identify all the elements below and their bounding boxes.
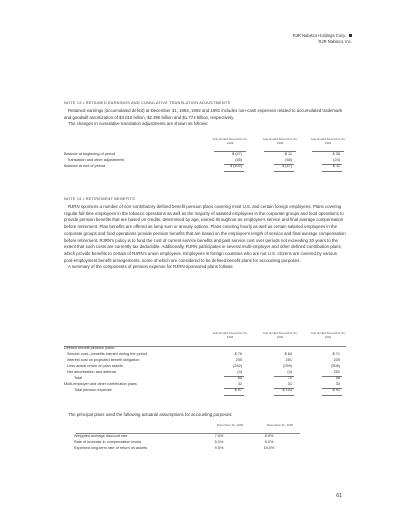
row-label: Interest cost on projected benefit obligation [67, 358, 140, 362]
note13-body [64, 108, 346, 128]
cell-value: 56 [335, 376, 340, 380]
note14-heading: NOTE 14 • RETIREMENT BENEFITS [64, 196, 135, 201]
total-rule [274, 395, 294, 396]
row-label: Expected long-term rate of return on assets [74, 446, 148, 450]
assumptions-intro [64, 412, 346, 419]
cell-value: $ 35 [332, 152, 340, 156]
page-header [293, 33, 352, 44]
cell-value: 5.0% [214, 440, 224, 444]
actuarial-assumptions-table [64, 424, 346, 460]
cell-value: (4) [237, 370, 242, 374]
table-row [64, 446, 346, 452]
translation-adjustments-table [64, 138, 346, 186]
pension-expense-table [64, 332, 346, 404]
note14-paragraph-2: A summary of the components of pension expense for RJRN-sponsored plans follows: [68, 264, 234, 270]
cell-value: 65 [237, 376, 242, 380]
table-row [64, 364, 346, 370]
cell-value: $ 11 [332, 164, 340, 168]
cell-value: (262) [233, 364, 242, 368]
table-row [64, 434, 346, 440]
row-label: Service cost—benefits earned during the period [67, 352, 148, 356]
cell-value: $ (47) [232, 152, 242, 156]
total-rule [224, 395, 244, 396]
cell-value: 252 [333, 370, 340, 374]
table-section-label [64, 346, 346, 352]
cell-value: $ 91 [332, 388, 340, 392]
cell-value: 31 [287, 382, 292, 386]
row-label: Less actual return on plan assets [67, 364, 123, 368]
cell-value: $ 84 [284, 352, 292, 356]
cell-value: (24) [333, 158, 340, 162]
column-header: December 31, 1993 [216, 423, 244, 427]
table-row [64, 358, 346, 364]
row-label: Balance at beginning of period [64, 152, 116, 156]
row-label: Multi-employer and other contribution plans [64, 382, 137, 386]
column-header: Year Ended December 31, 1992 [262, 137, 298, 145]
row-label: Net amortization and deferral [67, 370, 116, 374]
table-row [64, 440, 346, 446]
cell-value: 239 [333, 358, 340, 362]
column-header: Year Ended December 31, 1993 [212, 331, 248, 339]
cell-value: (55) [235, 158, 242, 162]
table-row [64, 164, 346, 170]
cell-value: (506) [331, 364, 340, 368]
column-header: December 31, 1992 [266, 423, 294, 427]
row-label: Translation and other adjustments [67, 158, 125, 162]
cell-value: $ 71 [332, 352, 340, 356]
note14-paragraph-1: RJRN sponsors a number of non-contributory defined benefit pension plans covering most U.S. and certain foreign employees. Plans covering regular full-time employees in the tobacco operations as well as the majority of salaried employees in the corporate groups and food operations to provide pension benefits that are based on credits, determined by age, earned throughout an employee's service and final average compensation before retirement. Plan benefits are offered as lump sum or annuity options. Plans covering hourly as well as certain salaried employees in the corporate groups and food operations provide pension benefits that are based on the employee's length of service and final average compensation before retirement. RJRN's policy is to fund the cost of current service benefits and past service cost over periods not exceeding 30 years to the extent that such costs are currently tax deductible. Additionally, RJRN participates in several multi-employer and other defined contribution plans, which provide benefits to certain of RJRN's union employees. Employees in foreign countries who are not U.S. citizens are covered by various post-employment benefit arrangements, some of which are considered to be defined benefit plans for accounting purposes. [64, 204, 346, 263]
cell-value: 9.5% [214, 446, 224, 450]
column-header: Year Ended December 31, 1991 [310, 331, 346, 339]
cell-value: (259) [283, 364, 292, 368]
table-row [64, 158, 346, 164]
note13-paragraph-1: Retained earnings (accumulated deficit) at December 31, 1993, 1992 and 1991 includes non-cash expenses related to accumulated trademark and goodwill amortization of $3.015 billion, $2.390 billion and $1.774 billion, respectively. [64, 108, 343, 120]
cell-value: $ (47) [282, 164, 292, 168]
total-rule [322, 395, 342, 396]
cell-value: $ 103 [282, 388, 292, 392]
total-rule [322, 171, 342, 172]
cell-value: 251 [285, 358, 292, 362]
cell-value: $ 97 [234, 388, 242, 392]
cell-value: 33 [335, 382, 340, 386]
company-name-inc: RJR Nabisco, Inc. [318, 38, 352, 44]
page-number: 61 [336, 493, 342, 499]
table-row [64, 352, 346, 358]
table-row [64, 382, 346, 388]
company-name-holdings: RJR Nabisco Holdings Corp. [292, 33, 346, 38]
cell-value: $ (102) [229, 164, 242, 168]
cell-value: (58) [285, 158, 292, 162]
table-row [64, 388, 346, 394]
cell-value: (4) [287, 370, 292, 374]
square-bullet-icon [349, 34, 352, 37]
cell-value: 255 [235, 358, 242, 362]
column-header: Year Ended December 31, 1993 [212, 137, 248, 145]
row-label: Total [74, 376, 83, 380]
table-row [64, 152, 346, 158]
cell-value: $ 11 [284, 152, 292, 156]
total-rule [274, 171, 294, 172]
cell-value: 7.5% [214, 434, 224, 438]
column-header: Year Ended December 31, 1992 [262, 331, 298, 339]
row-label: Weighted average discount rate [74, 434, 128, 438]
table-row [64, 376, 346, 382]
row-label: Rate of increase in compensation levels [74, 440, 142, 444]
cell-value: $ 76 [234, 352, 242, 356]
cell-value: 8.5% [264, 434, 274, 438]
note13-paragraph-2: The changes in cumulative translation adjustments are shown as follows: [68, 121, 209, 127]
note14-body [64, 204, 346, 271]
total-rule [224, 171, 244, 172]
note14-paragraph-3: The principal plans used the following actuarial assumptions for accounting purposes: [68, 412, 233, 417]
cell-value: 72 [287, 376, 292, 380]
section-label: Defined benefit pension plans: [64, 346, 116, 350]
cell-value: 10.0% [263, 446, 275, 450]
column-header: Year Ended December 31, 1991 [310, 137, 346, 145]
cell-value: 5.0% [264, 440, 274, 444]
row-label: Balance at end of period [64, 164, 106, 168]
table-row [64, 370, 346, 376]
note13-heading: NOTE 13 • RETAINED EARNINGS AND CUMULATIVE TRANSLATION ADJUSTMENTS [64, 100, 231, 105]
cell-value: 32 [237, 382, 242, 386]
row-label: Total pension expense [74, 388, 112, 392]
